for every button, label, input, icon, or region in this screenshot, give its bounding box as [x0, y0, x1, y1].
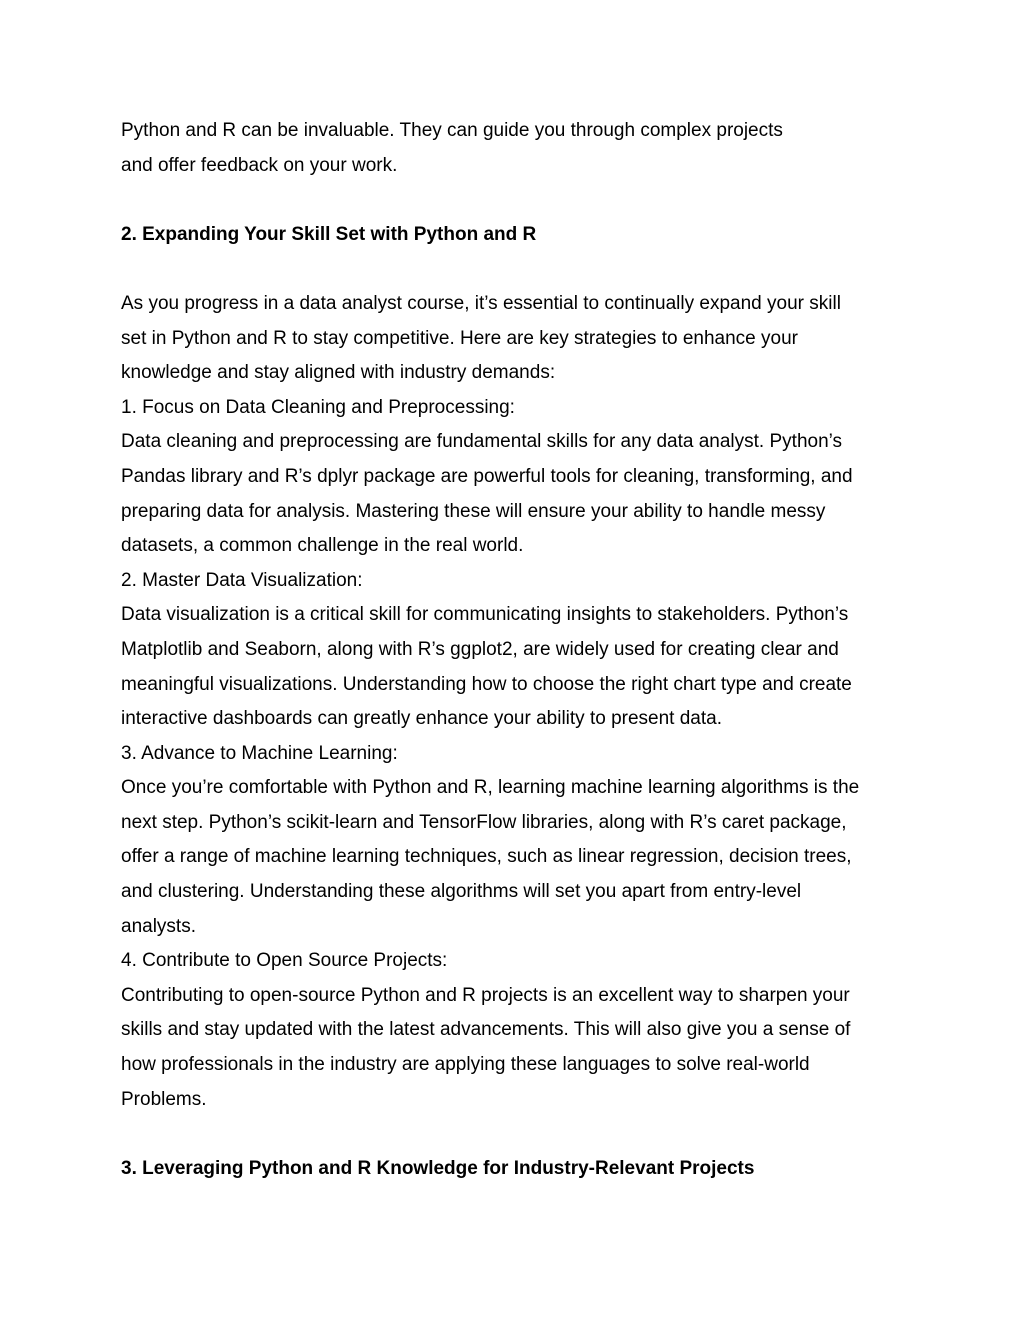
body-line: next step. Python’s scikit-learn and TensorFlow libraries, along with R’s caret package, — [121, 811, 847, 833]
body-line: skills and stay updated with the latest advancements. This will also give you a sense of — [121, 1019, 851, 1041]
body-line: offer a range of machine learning techniques, such as linear regression, decision trees, — [121, 846, 852, 868]
body-line: knowledge and stay aligned with industry demands: — [121, 362, 556, 384]
body-line: Pandas library and R’s dplyr package are powerful tools for cleaning, transforming, and — [121, 465, 853, 487]
body-line: Data cleaning and preprocessing are fundamental skills for any data analyst. Python’s — [121, 431, 843, 453]
body-line: how professionals in the industry are applying these languages to solve real-world — [121, 1054, 810, 1076]
list-item-title: 1. Focus on Data Cleaning and Preprocessing: — [121, 396, 515, 418]
document-page — [121, 114, 921, 1186]
section-2-heading: 2. Expanding Your Skill Set with Python and R — [121, 223, 537, 245]
list-item-title: 2. Master Data Visualization: — [121, 569, 363, 591]
list-item-title: 3. Advance to Machine Learning: — [121, 742, 398, 764]
paragraph-gap — [121, 252, 921, 287]
body-line: Once you’re comfortable with Python and R, learning machine learning algorithms is the — [121, 777, 860, 799]
body-line: Matplotlib and Seaborn, along with R’s ggplot2, are widely used for creating clear and — [121, 638, 839, 660]
body-line: datasets, a common challenge in the real world. — [121, 535, 524, 557]
body-line: and clustering. Understanding these algorithms will set you apart from entry-level — [121, 881, 802, 903]
body-line: set in Python and R to stay competitive. Here are key strategies to enhance your — [121, 327, 798, 349]
body-line: Data visualization is a critical skill for communicating insights to stakeholders. Python’s — [121, 604, 849, 626]
body-line: Contributing to open-source Python and R projects is an excellent way to sharpen your — [121, 984, 850, 1006]
intro-line-2: and offer feedback on your work. — [121, 154, 398, 176]
intro-line-1: Python and R can be invaluable. They can guide you through complex projects — [121, 120, 783, 141]
paragraph-gap — [121, 1117, 921, 1152]
body-line: analysts. — [121, 915, 196, 937]
body-line: preparing data for analysis. Mastering these will ensure your ability to handle messy — [121, 500, 826, 522]
body-line: interactive dashboards can greatly enhance your ability to present data. — [121, 708, 722, 730]
body-line: Problems. — [121, 1088, 207, 1110]
list-item-title: 4. Contribute to Open Source Projects: — [121, 950, 448, 972]
section-3-heading: 3. Leveraging Python and R Knowledge for Industry-Relevant Projects — [121, 1157, 755, 1179]
body-line: meaningful visualizations. Understanding how to choose the right chart type and create — [121, 673, 852, 695]
paragraph-gap — [121, 183, 921, 218]
body-line: As you progress in a data analyst course, it’s essential to continually expand your skill — [121, 292, 841, 314]
